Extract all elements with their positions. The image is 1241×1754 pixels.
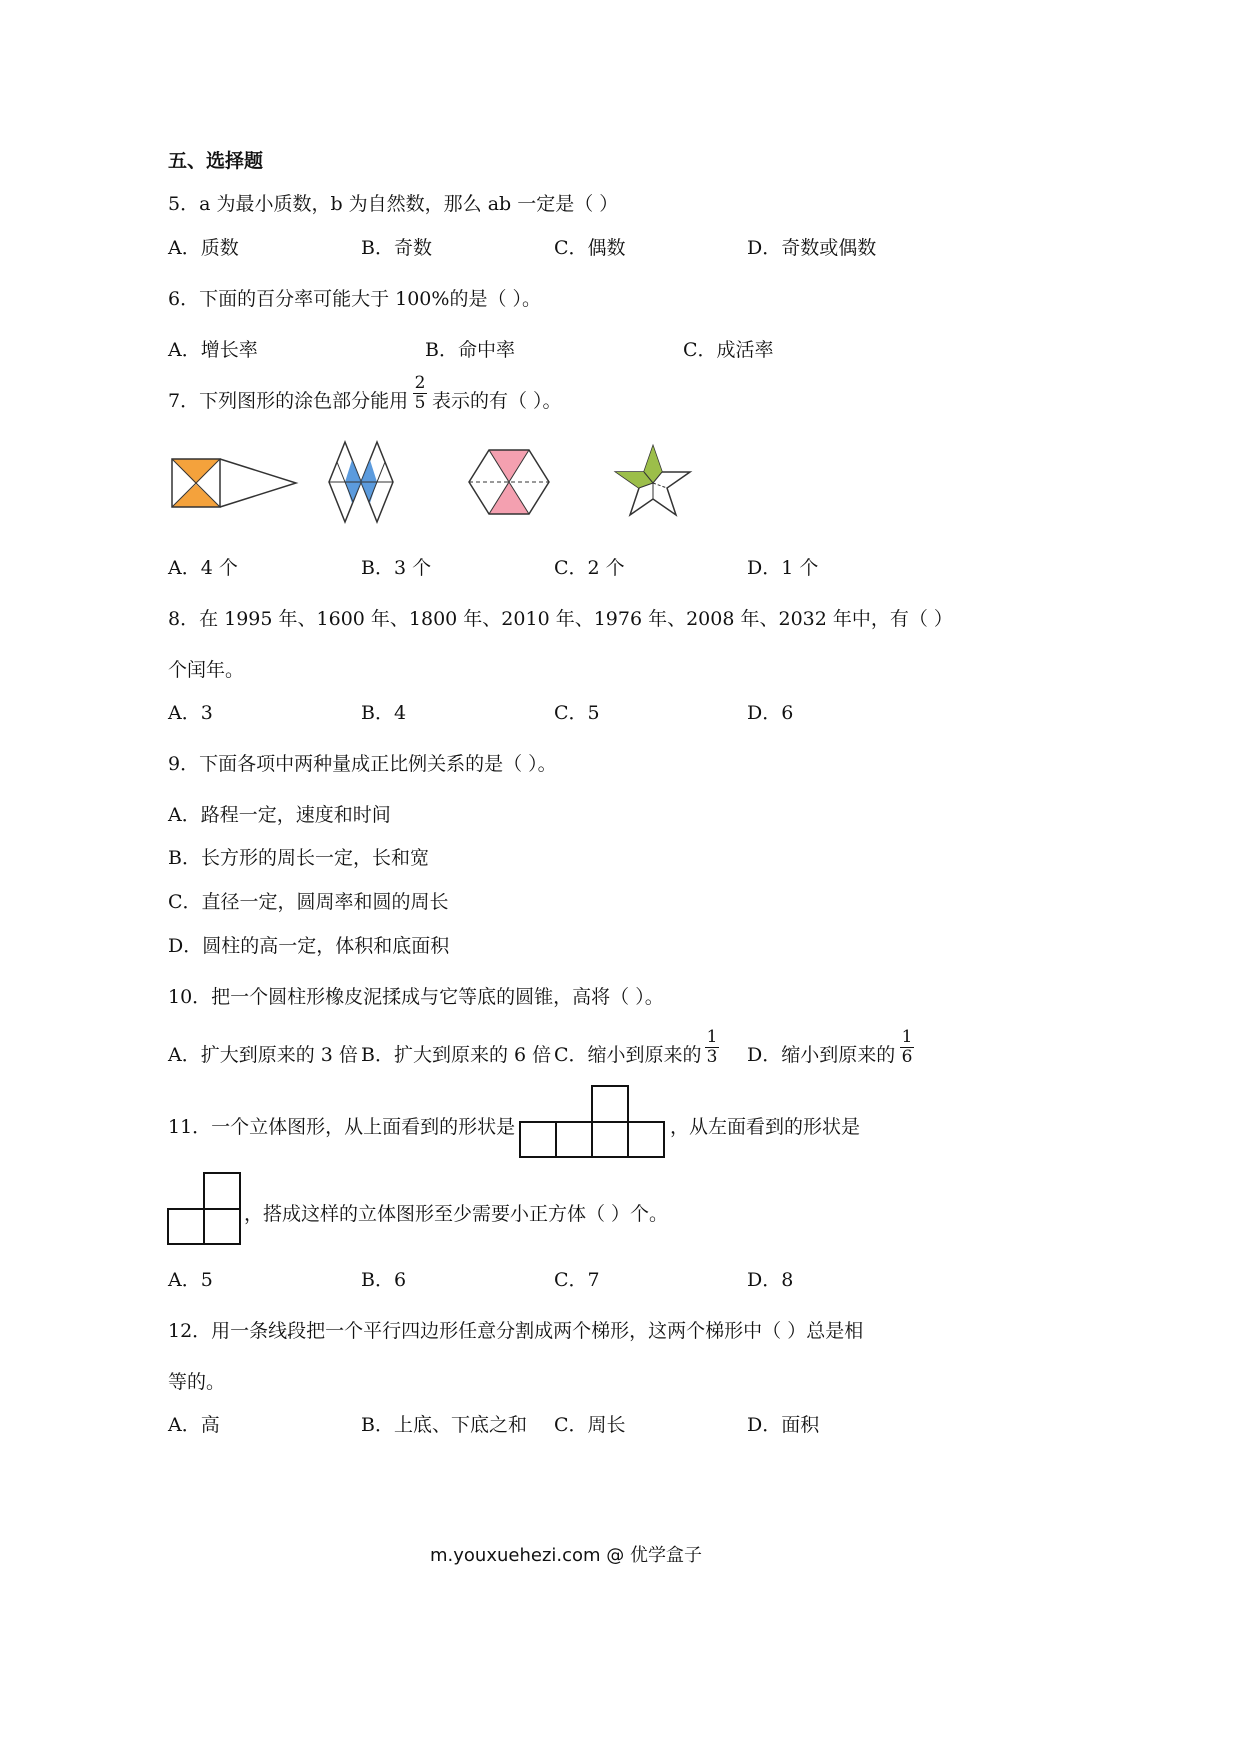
q8-option-c[interactable]: C．5 xyxy=(554,702,600,724)
q7-option-c[interactable]: C．2 个 xyxy=(554,557,625,579)
q7-figure-star xyxy=(612,443,694,519)
q7-option-b[interactable]: B．3 个 xyxy=(361,557,432,579)
question-12-stem-line2: 等的。 xyxy=(168,1371,226,1393)
q5-option-b[interactable]: B．奇数 xyxy=(361,237,432,259)
q5-option-a[interactable]: A．质数 xyxy=(168,237,239,259)
q10-option-c-fraction xyxy=(705,1028,719,1067)
q9-option-c[interactable]: C．直径一定，圆周率和圆的周长 xyxy=(168,891,449,913)
q10-option-d-numerator: 1 xyxy=(901,1027,913,1047)
question-12-stem-line1: 12．用一条线段把一个平行四边形任意分割成两个梯形，这两个梯形中（ ）总是相 xyxy=(168,1320,864,1342)
q7-figure-rhombi xyxy=(325,440,397,526)
question-10-stem: 10．把一个圆柱形橡皮泥揉成与它等底的圆锥，高将（ ）。 xyxy=(168,986,664,1008)
q7-option-a[interactable]: A．4 个 xyxy=(168,557,238,579)
q7-figure-hexagon xyxy=(466,447,552,517)
q11-option-d[interactable]: D．8 xyxy=(747,1269,794,1291)
q7-figure-square-kite xyxy=(168,455,303,510)
q10-option-c-denominator: 3 xyxy=(706,1047,718,1067)
q5-option-c[interactable]: C．偶数 xyxy=(554,237,626,259)
q12-option-a[interactable]: A．高 xyxy=(168,1414,220,1436)
question-6-stem: 6．下面的百分率可能大于 100%的是（ ）。 xyxy=(168,288,541,310)
q9-option-a[interactable]: A．路程一定，速度和时间 xyxy=(168,804,391,826)
q11-top-view-figure xyxy=(518,1084,666,1160)
q8-option-a[interactable]: A．3 xyxy=(168,702,213,724)
q7-fraction-numerator: 2 xyxy=(414,373,426,393)
q11-option-a[interactable]: A．5 xyxy=(168,1269,213,1291)
q12-option-c[interactable]: C．周长 xyxy=(554,1414,626,1436)
q8-option-b[interactable]: B．4 xyxy=(361,702,407,724)
footer-watermark: m.youxuehezi.com @ 优学盒子 xyxy=(430,1545,703,1566)
q10-option-c-numerator: 1 xyxy=(706,1027,718,1047)
q10-option-b[interactable]: B．扩大到原来的 6 倍 xyxy=(361,1044,552,1066)
question-8-stem-line1: 8．在 1995 年、1600 年、1800 年、2010 年、1976 年、2008 年、2032 年中，有（ ） xyxy=(168,608,953,630)
q7-fraction-denominator: 5 xyxy=(414,393,426,413)
q9-option-b[interactable]: B．长方形的周长一定，长和宽 xyxy=(168,847,429,869)
q7-fraction xyxy=(413,374,427,413)
question-11-stem-part2: ，从左面看到的形状是 xyxy=(670,1116,861,1138)
q5-option-d[interactable]: D．奇数或偶数 xyxy=(747,237,877,259)
q6-option-c[interactable]: C．成活率 xyxy=(683,339,774,361)
q11-left-view-figure xyxy=(166,1171,244,1247)
q11-option-b[interactable]: B．6 xyxy=(361,1269,407,1291)
question-9-stem: 9．下面各项中两种量成正比例关系的是（ ）。 xyxy=(168,753,557,775)
question-7-stem-after: 表示的有（ ）。 xyxy=(432,390,562,412)
q10-option-d[interactable]: D．缩小到原来的 xyxy=(747,1044,896,1066)
q12-option-b[interactable]: B．上底、下底之和 xyxy=(361,1414,527,1436)
q8-option-d[interactable]: D．6 xyxy=(747,702,794,724)
q10-option-c[interactable]: C．缩小到原来的 xyxy=(554,1044,702,1066)
question-5-stem: 5．a 为最小质数，b 为自然数，那么 ab 一定是（ ） xyxy=(168,193,619,215)
q6-option-b[interactable]: B．命中率 xyxy=(425,339,515,361)
q11-option-c[interactable]: C．7 xyxy=(554,1269,600,1291)
question-11-stem-part1: 11．一个立体图形，从上面看到的形状是 xyxy=(168,1116,516,1138)
q10-option-a[interactable]: A．扩大到原来的 3 倍 xyxy=(168,1044,358,1066)
q10-option-d-denominator: 6 xyxy=(901,1047,913,1067)
question-8-stem-line2: 个闰年。 xyxy=(168,659,245,681)
q6-option-a[interactable]: A．增长率 xyxy=(168,339,258,361)
question-7-stem-before: 7．下列图形的涂色部分能用 xyxy=(168,390,409,412)
q12-option-d[interactable]: D．面积 xyxy=(747,1414,820,1436)
q7-option-d[interactable]: D．1 个 xyxy=(747,557,819,579)
question-11-stem-part3: ，搭成这样的立体图形至少需要小正方体（ ）个。 xyxy=(244,1203,669,1225)
q9-option-d[interactable]: D．圆柱的高一定，体积和底面积 xyxy=(168,935,450,957)
section-title: 五、选择题 xyxy=(168,150,264,172)
q10-option-d-fraction xyxy=(900,1028,914,1067)
